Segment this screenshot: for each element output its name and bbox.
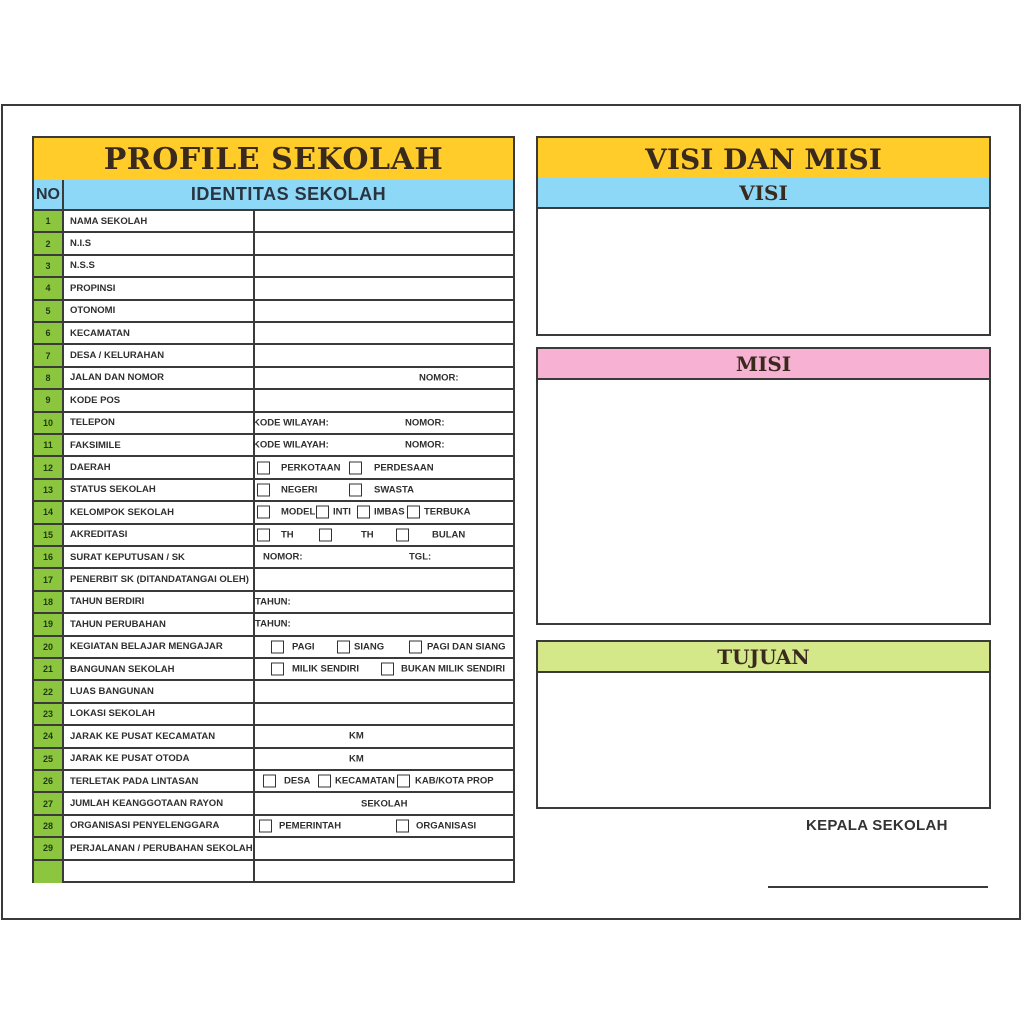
- row-number: [34, 861, 64, 883]
- row-label: KEGIATAN BELAJAR MENGAJAR: [64, 637, 255, 657]
- row-value-field[interactable]: [249, 838, 513, 858]
- row-label: LUAS BANGUNAN: [64, 681, 255, 701]
- field-caption: PERKOTAAN: [281, 462, 341, 474]
- row-number: 14: [34, 502, 64, 522]
- row-value-field[interactable]: [249, 547, 513, 567]
- field-caption: TH: [281, 529, 294, 541]
- field-caption: MILIK SENDIRI: [292, 663, 360, 675]
- table-row: [34, 861, 513, 883]
- signature-line: [768, 886, 988, 888]
- table-row: [34, 457, 513, 479]
- checkbox[interactable]: [271, 663, 284, 676]
- checkbox[interactable]: [407, 506, 420, 519]
- field-caption: TAHUN:: [255, 618, 291, 630]
- field-caption: NOMOR:: [263, 551, 303, 563]
- table-row: [34, 614, 513, 636]
- row-value-field[interactable]: [249, 726, 513, 746]
- field-caption: TERBUKA: [424, 506, 471, 518]
- misi-box: [536, 347, 991, 625]
- checkbox[interactable]: [316, 506, 329, 519]
- field-caption: NEGERI: [281, 484, 318, 496]
- row-value-field[interactable]: [249, 278, 513, 298]
- row-label: TAHUN BERDIRI: [64, 592, 255, 612]
- table-row: [34, 726, 513, 748]
- table-row: [34, 323, 513, 345]
- table-row: [34, 704, 513, 726]
- row-number: 3: [34, 256, 64, 276]
- checkbox[interactable]: [349, 483, 362, 496]
- row-value-field[interactable]: [249, 816, 513, 836]
- field-caption: KM: [349, 730, 364, 742]
- row-number: 16: [34, 547, 64, 567]
- row-label: PENERBIT SK (DITANDATANGAI OLEH): [64, 569, 255, 589]
- row-label: AKREDITASI: [64, 525, 255, 545]
- checkbox[interactable]: [381, 663, 394, 676]
- row-value-field[interactable]: [249, 569, 513, 589]
- field-caption: KECAMATAN: [335, 775, 395, 787]
- field-caption: MODEL: [281, 506, 316, 518]
- table-row: [34, 771, 513, 793]
- field-caption: KODE WILAYAH:: [253, 439, 329, 451]
- checkbox[interactable]: [257, 528, 270, 541]
- kepala-sekolah-label: KEPALA SEKOLAH: [806, 817, 948, 834]
- checkbox[interactable]: [409, 640, 422, 653]
- table-row: [34, 435, 513, 457]
- field-caption: SWASTA: [374, 484, 414, 496]
- row-value-field[interactable]: [249, 368, 513, 388]
- row-label: KELOMPOK SEKOLAH: [64, 502, 255, 522]
- table-row: [34, 368, 513, 390]
- row-value-field[interactable]: [249, 502, 513, 522]
- row-number: 5: [34, 301, 64, 321]
- row-number: 19: [34, 614, 64, 634]
- row-number: 4: [34, 278, 64, 298]
- table-row: [34, 480, 513, 502]
- row-number: 2: [34, 233, 64, 253]
- field-caption: NOMOR:: [419, 372, 459, 384]
- row-value-field[interactable]: [249, 681, 513, 701]
- row-label: JALAN DAN NOMOR: [64, 368, 255, 388]
- row-value-field[interactable]: [249, 592, 513, 612]
- table-row: [34, 547, 513, 569]
- checkbox[interactable]: [318, 775, 331, 788]
- row-number: 12: [34, 457, 64, 477]
- row-label: TERLETAK PADA LINTASAN: [64, 771, 255, 791]
- table-row: [34, 659, 513, 681]
- no-column-header: NO: [34, 180, 64, 209]
- table-row: [34, 233, 513, 255]
- field-caption: DESA: [284, 775, 311, 787]
- row-label: KECAMATAN: [64, 323, 255, 343]
- row-label: TELEPON: [64, 413, 255, 433]
- row-value-field[interactable]: [249, 614, 513, 634]
- row-value-field[interactable]: [249, 771, 513, 791]
- row-value-field[interactable]: [249, 480, 513, 500]
- row-value-field[interactable]: [249, 413, 513, 433]
- visi-field[interactable]: [538, 209, 989, 334]
- table-row: [34, 838, 513, 860]
- table-row: [34, 502, 513, 524]
- table-row: [34, 681, 513, 703]
- row-label: DAERAH: [64, 457, 255, 477]
- row-number: 13: [34, 480, 64, 500]
- field-caption: INTI: [333, 506, 351, 518]
- row-value-field[interactable]: [249, 749, 513, 769]
- row-number: 23: [34, 704, 64, 724]
- field-caption: PAGI: [292, 641, 315, 653]
- table-row: [34, 525, 513, 547]
- table-row: [34, 390, 513, 412]
- row-value-field[interactable]: [249, 457, 513, 477]
- visi-misi-title: VISI DAN MISI: [538, 138, 989, 182]
- field-caption: KM: [349, 753, 364, 765]
- row-number: 1: [34, 211, 64, 231]
- misi-field[interactable]: [538, 380, 989, 623]
- row-number: 28: [34, 816, 64, 836]
- row-label: OTONOMI: [64, 301, 255, 321]
- row-value-field[interactable]: [249, 637, 513, 657]
- table-row: [34, 211, 513, 233]
- field-caption: PERDESAAN: [374, 462, 434, 474]
- checkbox[interactable]: [257, 483, 270, 496]
- row-label: PERJALANAN / PERUBAHAN SEKOLAH: [64, 838, 255, 858]
- checkbox[interactable]: [337, 640, 350, 653]
- row-label: PROPINSI: [64, 278, 255, 298]
- row-value-field[interactable]: [249, 211, 513, 231]
- identity-header: IDENTITAS SEKOLAH: [190, 184, 387, 204]
- tujuan-box: [536, 640, 991, 809]
- table-row: [34, 816, 513, 838]
- row-label: NAMA SEKOLAH: [64, 211, 255, 231]
- row-number: 20: [34, 637, 64, 657]
- table-row: [34, 413, 513, 435]
- row-number: 11: [34, 435, 64, 455]
- row-number: 18: [34, 592, 64, 612]
- profile-title: PROFILE SEKOLAH: [34, 138, 513, 182]
- checkbox[interactable]: [271, 640, 284, 653]
- row-number: 15: [34, 525, 64, 545]
- row-number: 24: [34, 726, 64, 746]
- checkbox[interactable]: [349, 461, 362, 474]
- row-number: 17: [34, 569, 64, 589]
- checkbox[interactable]: [257, 506, 270, 519]
- table-row: [34, 592, 513, 614]
- row-label: JARAK KE PUSAT KECAMATAN: [64, 726, 255, 746]
- row-number: 8: [34, 368, 64, 388]
- checkbox[interactable]: [257, 461, 270, 474]
- field-caption: NOMOR:: [405, 439, 445, 451]
- row-number: 29: [34, 838, 64, 858]
- table-row: [34, 301, 513, 323]
- row-number: 26: [34, 771, 64, 791]
- field-caption: KAB/KOTA PROP: [415, 775, 494, 787]
- field-caption: TGL:: [409, 551, 432, 563]
- checkbox[interactable]: [319, 528, 332, 541]
- misi-header: MISI: [538, 349, 989, 380]
- row-value-field[interactable]: [249, 861, 513, 883]
- field-caption: KODE WILAYAH:: [253, 417, 329, 429]
- field-caption: PEMERINTAH: [279, 820, 342, 832]
- row-number: 10: [34, 413, 64, 433]
- row-value-field[interactable]: [249, 390, 513, 410]
- row-value-field[interactable]: [249, 704, 513, 724]
- row-label: N.I.S: [64, 233, 255, 253]
- field-caption: IMBAS: [374, 506, 405, 518]
- row-value-field[interactable]: [249, 659, 513, 679]
- row-number: 27: [34, 793, 64, 813]
- row-label: KODE POS: [64, 390, 255, 410]
- checkbox[interactable]: [357, 506, 370, 519]
- visi-header: VISI: [536, 178, 991, 209]
- row-number: 22: [34, 681, 64, 701]
- field-caption: PAGI DAN SIANG: [427, 641, 506, 653]
- tujuan-field[interactable]: [538, 673, 989, 807]
- row-label: DESA / KELURAHAN: [64, 345, 255, 365]
- checkbox[interactable]: [396, 528, 409, 541]
- row-value-field[interactable]: [249, 435, 513, 455]
- field-caption: TAHUN:: [255, 596, 291, 608]
- table-row: [34, 256, 513, 278]
- row-value-field[interactable]: [249, 301, 513, 321]
- field-caption: SEKOLAH: [361, 798, 408, 810]
- tujuan-header: TUJUAN: [538, 642, 989, 673]
- row-number: 6: [34, 323, 64, 343]
- table-row: [34, 793, 513, 815]
- row-label: BANGUNAN SEKOLAH: [64, 659, 255, 679]
- field-caption: NOMOR:: [405, 417, 445, 429]
- profile-sekolah-panel: [32, 136, 515, 883]
- row-label: STATUS SEKOLAH: [64, 480, 255, 500]
- row-value-field[interactable]: [249, 793, 513, 813]
- row-number: 7: [34, 345, 64, 365]
- field-caption: BUKAN MILIK SENDIRI: [401, 663, 505, 675]
- row-number: 21: [34, 659, 64, 679]
- row-label: TAHUN PERUBAHAN: [64, 614, 255, 634]
- row-number: 9: [34, 390, 64, 410]
- identity-header-row: [34, 180, 513, 211]
- row-label: FAKSIMILE: [64, 435, 255, 455]
- field-caption: ORGANISASI: [416, 820, 477, 832]
- checkbox[interactable]: [259, 819, 272, 832]
- row-label: JUMLAH KEANGGOTAAN RAYON: [64, 793, 255, 813]
- row-label: JARAK KE PUSAT OTODA: [64, 749, 255, 769]
- row-value-field[interactable]: [249, 525, 513, 545]
- checkbox[interactable]: [397, 775, 410, 788]
- row-value-field[interactable]: [249, 345, 513, 365]
- checkbox[interactable]: [263, 775, 276, 788]
- row-label: [64, 861, 255, 883]
- row-label: SURAT KEPUTUSAN / SK: [64, 547, 255, 567]
- table-row: [34, 569, 513, 591]
- checkbox[interactable]: [396, 819, 409, 832]
- field-caption: SIANG: [354, 641, 385, 653]
- table-row: [34, 637, 513, 659]
- row-label: ORGANISASI PENYELENGGARA: [64, 816, 255, 836]
- row-number: 25: [34, 749, 64, 769]
- row-label: LOKASI SEKOLAH: [64, 704, 255, 724]
- row-value-field[interactable]: [249, 233, 513, 253]
- table-row: [34, 278, 513, 300]
- row-value-field[interactable]: [249, 323, 513, 343]
- table-row: [34, 749, 513, 771]
- row-label: N.S.S: [64, 256, 255, 276]
- identity-table: [34, 211, 513, 881]
- field-caption: BULAN: [432, 529, 466, 541]
- row-value-field[interactable]: [249, 256, 513, 276]
- field-caption: TH: [361, 529, 374, 541]
- table-row: [34, 345, 513, 367]
